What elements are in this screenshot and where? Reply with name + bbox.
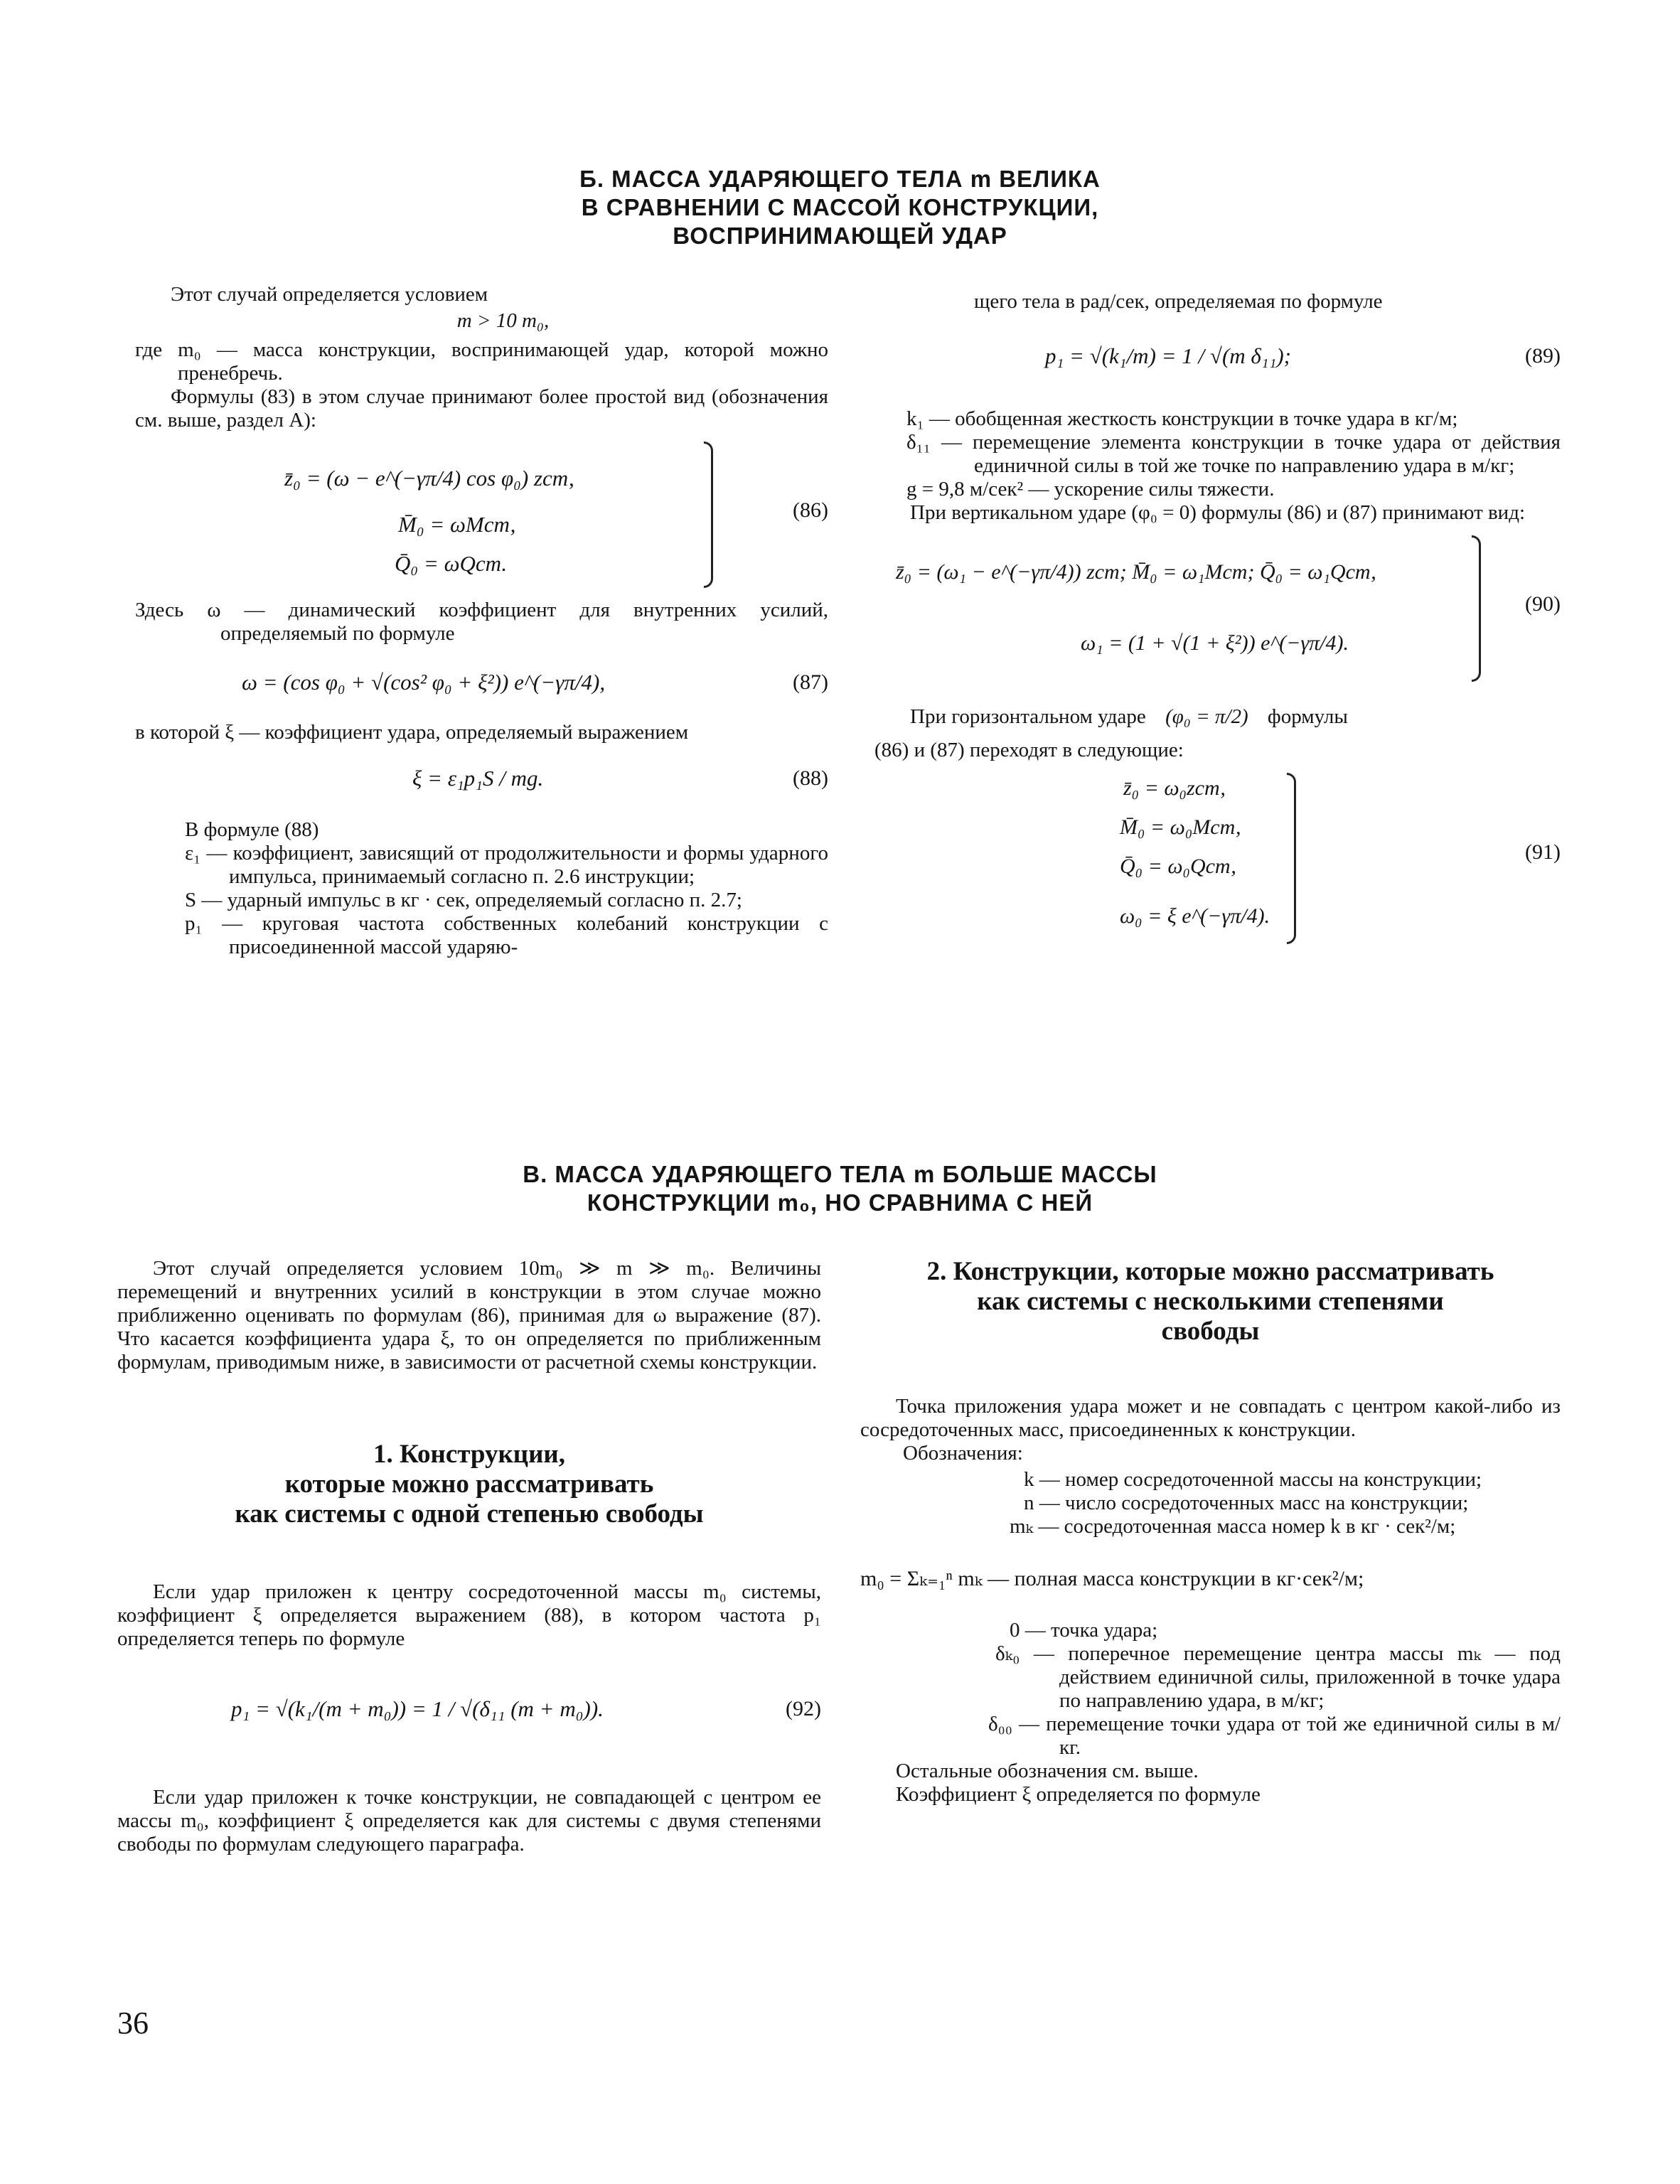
def-p1: p₁ — круговая частота собственных колебаний конструкции с присоединенной массой ударяю- [185, 912, 828, 958]
eq86-line3: Q̄₀ = ωQст. [395, 551, 508, 576]
eq86-number: (86) [793, 498, 828, 522]
formulas-simpler: Формулы (83) в этом случае принимают более простой вид (обозначения см. выше, раздел А): [135, 385, 828, 432]
sub1-para1: Если удар приложен к центру сосредоточенной массы m₀ системы, коэффициент ξ определяется выражением (88), в котором частота p₁ определяется теперь по формуле [117, 1580, 821, 1650]
subsection-2-line1: 2. Конструкции, которые можно рассматривать [926, 1257, 1494, 1286]
where-text: где m₀ — масса конструкции, воспринимающей удар, которой можно пренебречь. [135, 338, 828, 385]
vertical-impact-text: При вертикальном ударе (φ₀ = 0) формулы (86) и (87) принимают вид: [910, 501, 1526, 524]
definitions-left [135, 842, 828, 959]
def-delta11: δ₁₁ — перемещение элемента конструкции в точке удара от действия единичной силы в той же точке по направлению удара в м/кг; [906, 431, 1561, 477]
def-0: 0 — точка удара; [1010, 1619, 1158, 1642]
eq91-brace [1287, 773, 1296, 944]
eq91-line2: M̄₀ = ω₀Mст, [1120, 815, 1241, 839]
def-k: k — номер сосредоточенной массы на конструкции; [1024, 1468, 1482, 1491]
horizontal-text-a: При горизонтальном ударе [910, 705, 1146, 728]
eq92-number: (92) [786, 1697, 821, 1720]
equation-92 [117, 1665, 821, 1757]
def-delta-k0: δₖ₀ — поперечное перемещение центра массы mₖ — под действием единичной силы, приложенной в точке удара по направлению удара, в м/кг; [995, 1642, 1561, 1712]
subsection-1-line1: 1. Конструкции, [373, 1440, 565, 1469]
right-column-bottom [860, 1257, 1561, 1806]
eq91-line3: Q̄₀ = ω₀Qст, [1120, 855, 1236, 878]
page-number: 36 [117, 2006, 149, 2040]
eq87-formula: ω = (cos φ₀ + √(cos² φ₀ + ξ²)) e^(−γπ/4), [242, 670, 606, 695]
section-v-heading-line2: КОНСТРУКЦИИ m₀, НО СРАВНИМА С НЕЙ [587, 1189, 1093, 1216]
coef-formula-intro: Коэффициент ξ определяется по формуле [896, 1783, 1261, 1806]
case-v-intro: Этот случай определяется условием 10m₀ ≫ m ≫ m₀. Величины перемещений и внутренних усилий в конструкции в этом случае можно приближенно оценивать по формулам (86), принимая для ω выражение (87). Что касается коэффициента удара ξ, то он определяется по приближенным формулам, приводимым ниже, в зависимости от расчетной схемы конструкции. [117, 1257, 821, 1374]
def-k1: k₁ — обобщенная жесткость конструкции в точке удара в кг/м; [906, 407, 1458, 430]
equation-87 [135, 653, 828, 717]
eq90-number: (90) [1525, 592, 1561, 616]
eq88-formula: ξ = ε₁p₁S / mg. [412, 766, 544, 791]
condition-formula: m > 10 m₀, [456, 309, 550, 332]
section-v-heading [355, 1160, 1325, 1217]
right-column-top [874, 290, 1561, 947]
def-n: n — число сосредоточенных масс на конструкции; [1024, 1492, 1469, 1514]
eq86-line2: M̄₀ = ωMст, [398, 512, 516, 537]
here-text: Здесь ω — динамический коэффициент для внутренних усилий, определяемый по формуле [135, 599, 828, 645]
in-formula-88: В формуле (88) [185, 818, 319, 841]
definitions-right [874, 407, 1561, 501]
eq90-brace [1472, 535, 1481, 682]
eq89-formula: p₁ = √(k₁/m) = 1 / √(m δ₁₁); [1045, 343, 1292, 368]
subsection-1-line2: которые можно рассматривать [284, 1470, 654, 1499]
eq91-number: (91) [1525, 840, 1561, 864]
continuation-text: щего тела в рад/сек, определяемая по формуле [974, 290, 1383, 313]
subsection-2-line3: свободы [1161, 1317, 1260, 1346]
rest-notation: Остальные обозначения см. выше. [896, 1760, 1199, 1782]
section-b-heading-line1: Б. МАССА УДАРЯЮЩЕГО ТЕЛА m ВЕЛИКА [579, 166, 1101, 192]
subsection-1-line3: как системы с одной степенью свободы [235, 1499, 704, 1529]
sub2-para1: Точка приложения удара может и не совпадать с центром какой-либо из сосредоточенных масс, присоединенных к конструкции. [860, 1395, 1561, 1441]
case-intro: Этот случай определяется условием [171, 283, 488, 306]
def-mk: mₖ — сосредоточенная масса номер k в кг · сек²/м; [1010, 1515, 1456, 1538]
notation-label: Обозначения: [903, 1442, 1023, 1465]
eq90-line1: z̄₀ = (ω₁ − e^(−γπ/4)) zст; M̄₀ = ω₁Mст; Q̄₀ = ω₁Qст, [896, 560, 1376, 584]
eq86-brace [704, 441, 713, 588]
eq87-number: (87) [793, 670, 828, 694]
left-column-top [135, 283, 828, 959]
eq88-number: (88) [793, 766, 828, 790]
horizontal-impact-line [874, 705, 1561, 729]
section-b-heading-line2: В СРАВНЕНИИ С МАССОЙ КОНСТРУКЦИИ, [581, 194, 1099, 220]
equation-88 [135, 749, 828, 813]
notation-definitions [860, 1468, 1561, 1760]
subsection-1-heading [117, 1440, 821, 1529]
def-g: g = 9,8 м/сек² — ускорение силы тяжести. [906, 478, 1275, 500]
equation-90 [874, 532, 1561, 688]
def-epsilon: ε₁ — коэффициент, зависящий от продолжительности и формы ударного импульса, принимаемый согласно п. 2.6 инструкции; [185, 842, 828, 888]
in-which-text: в которой ξ — коэффициент удара, определяемый выражением [135, 721, 689, 744]
def-delta-00: δ₀₀ — перемещение точки удара от той же единичной силы в м/кг. [988, 1713, 1561, 1759]
equation-86 [135, 438, 828, 594]
equation-91 [874, 769, 1561, 947]
horizontal-text-b: формулы [1267, 705, 1348, 728]
eq91-line1: z̄₀ = ω₀zст, [1123, 776, 1226, 800]
eq86-line1: z̄₀ = (ω − e^(−γπ/4) cos φ₀) zст, [284, 466, 574, 491]
eq92-formula: p₁ = √(k₁/(m + m₀)) = 1 / √(δ₁₁ (m + m₀)). [231, 1696, 604, 1721]
eq91-line4: ω₀ = ξ e^(−γπ/4). [1120, 904, 1270, 928]
sub1-para2: Если удар приложен к точке конструкции, не совпадающей с центром ее массы m₀, коэффициент ξ определяется как для системы с двумя степенями свободы по формулам следующего параграфа. [117, 1786, 821, 1856]
eq90-line2: ω₁ = (1 + √(1 + ξ²)) e^(−γπ/4). [1081, 631, 1349, 655]
section-b-heading-line3: ВОСПРИНИМАЮЩЕЙ УДАР [673, 223, 1007, 249]
section-b-heading [355, 165, 1325, 250]
def-s: S — ударный импульс в кг · сек, определяемый согласно п. 2.7; [185, 889, 742, 911]
equation-89 [874, 319, 1561, 397]
section-v-heading-line1: В. МАССА УДАРЯЮЩЕГО ТЕЛА m БОЛЬШЕ МАССЫ [523, 1161, 1157, 1187]
subsection-2-heading [860, 1257, 1561, 1347]
left-column-bottom [117, 1257, 821, 1856]
def-m0-sum: m₀ = Σₖ₌₁ⁿ mₖ — полная масса конструкции в кг·сек²/м; [860, 1567, 1364, 1590]
horizontal-phi: (φ₀ = π/2) [1165, 705, 1248, 728]
subsection-2-line2: как системы с несколькими степенями [977, 1287, 1444, 1316]
horizontal-text-c: (86) и (87) переходят в следующие: [874, 739, 1184, 761]
eq89-number: (89) [1525, 344, 1561, 368]
